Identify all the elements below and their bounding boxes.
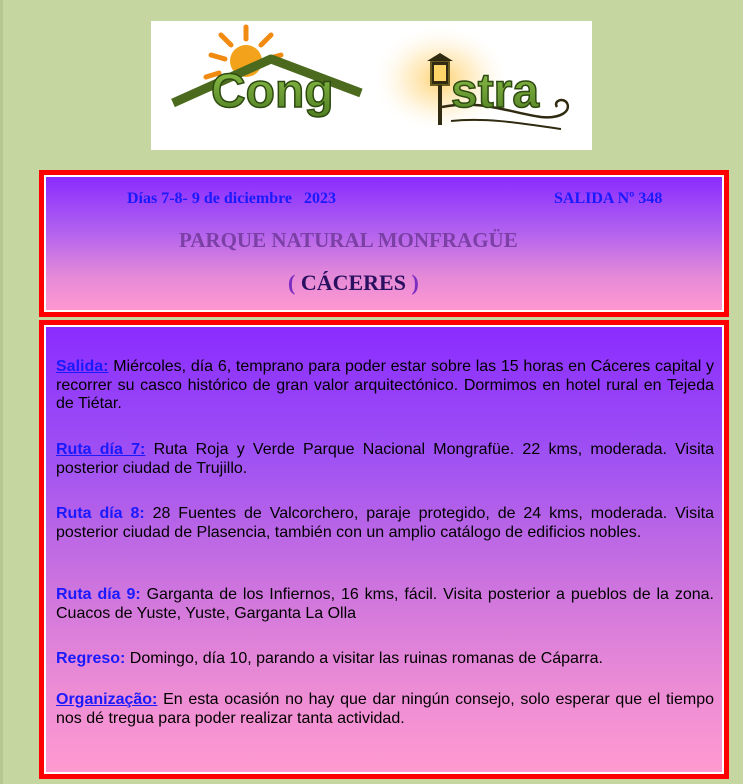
logo-text-left: Cong (211, 65, 334, 118)
section-text: 28 Fuentes de Valcorchero, paraje protegido, de 24 kms, moderada. Visita posterior ciudad de Plasencia, también con un amplio catálogo de edificios nobles. (56, 505, 714, 541)
itinerary-panel (39, 320, 729, 779)
logo-graphic (151, 21, 592, 150)
section-ruta-dia-9 (56, 586, 714, 623)
province-name: CÁCERES (295, 270, 412, 295)
section-text: Ruta Roja y Verde Parque Nacional Mongrafüe. 22 kms, moderada. Visita posterior ciudad de Trujillo. (56, 441, 714, 477)
section-text: Miércoles, día 6, temprano para poder estar sobre las 15 horas en Cáceres capital y recorrer su casco histórico de gran valor arquitectónico. Dormimos en hotel rural en Tejeda de Tiétar. (56, 358, 714, 413)
section-label: Salida: (56, 358, 109, 375)
logo-text-right: stra (451, 65, 540, 118)
province-subtitle (288, 270, 419, 296)
park-title: PARQUE NATURAL MONFRAGÜE (179, 228, 518, 252)
section-regreso (56, 650, 714, 669)
section-text: En esta ocasión no hay que dar ningún consejo, solo esperar que el tiempo nos dé tregua para poder realizar tanta actividad. (56, 691, 714, 727)
close-paren: ) (411, 270, 419, 295)
section-label: Ruta día 8: (56, 505, 145, 522)
section-ruta-dia-8 (56, 505, 714, 542)
section-ruta-dia-7 (56, 441, 714, 478)
section-label: Ruta día 9: (56, 586, 141, 603)
header-panel (39, 170, 729, 317)
section-salida (56, 358, 714, 414)
section-label: Regreso: (56, 650, 126, 667)
section-text: Garganta de los Infiernos, 16 kms, fácil. Visita posterior a pueblos de la zona. Cuacos de Yuste, Yuste, Garganta La Olla (56, 586, 714, 622)
section-label: Ruta día 7: (56, 441, 146, 458)
congostra-logo (151, 21, 592, 150)
window-left-edge (0, 0, 3, 784)
section-organizacao (56, 691, 714, 728)
trip-dates: Días 7-8- 9 de diciembre 2023 (127, 190, 337, 207)
itinerary-panel-background (46, 327, 722, 772)
open-paren: ( (288, 270, 296, 295)
salida-number: SALIDA Nº 348 (554, 190, 663, 207)
section-label: Organização: (56, 691, 158, 708)
section-text: Domingo, día 10, parando a visitar las ruinas romanas de Cáparra. (125, 650, 603, 667)
header-panel-background (46, 177, 722, 310)
